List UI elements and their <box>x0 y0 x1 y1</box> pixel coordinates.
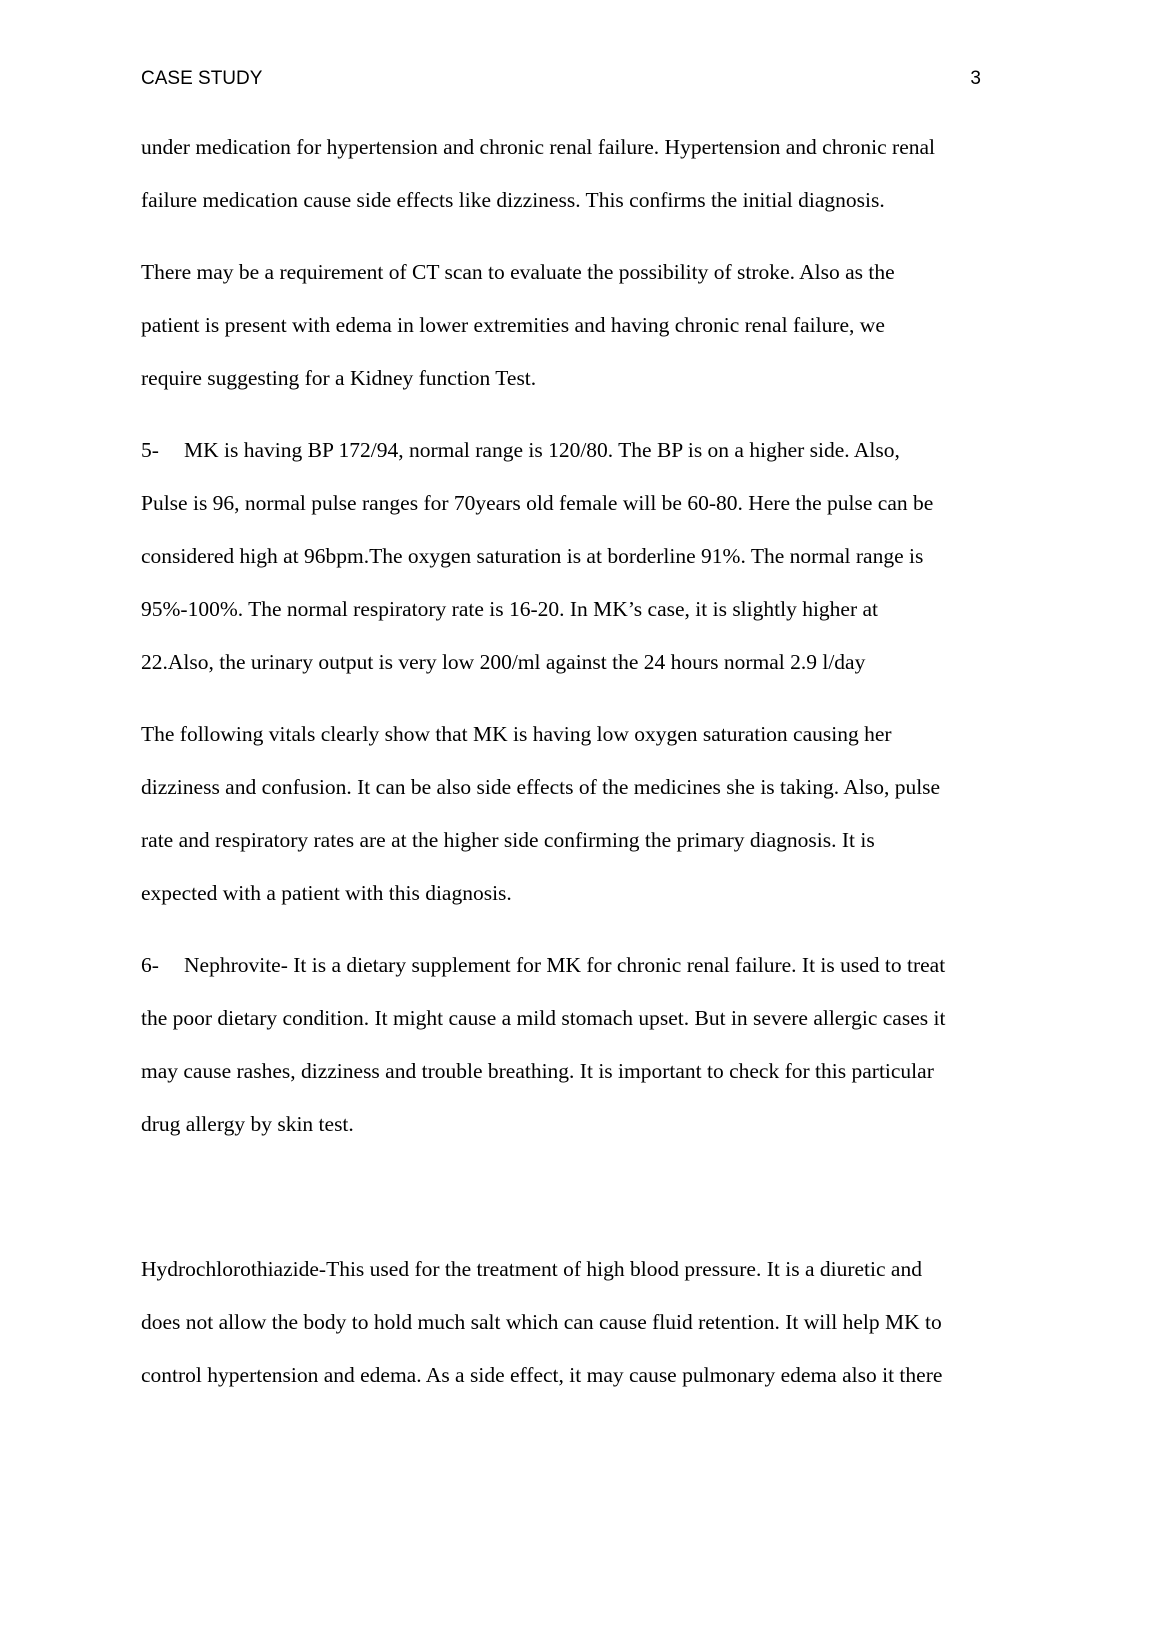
text-line: does not allow the body to hold much salt which can cause fluid retention. It will help MK to <box>141 1310 942 1334</box>
text-line: 95%-100%. The normal respiratory rate is 16-20. In MK’s case, it is slightly higher at <box>141 597 879 621</box>
list-number: 5- <box>141 438 159 462</box>
text-line: dizziness and confusion. It can be also side effects of the medicines she is taking. Also, pulse <box>141 775 941 799</box>
text-line: the poor dietary condition. It might cause a mild stomach upset. But in severe allergic cases it <box>141 1006 946 1030</box>
text-line: drug allergy by skin test. <box>141 1112 354 1136</box>
text-line: Pulse is 96, normal pulse ranges for 70years old female will be 60-80. Here the pulse can be <box>141 491 934 515</box>
text-line: may cause rashes, dizziness and trouble breathing. It is important to check for this particular <box>141 1059 934 1083</box>
text-line: under medication for hypertension and chronic renal failure. Hypertension and chronic renal <box>141 135 935 159</box>
text-line: failure medication cause side effects like dizziness. This confirms the initial diagnosis. <box>141 188 885 212</box>
text-line: patient is present with edema in lower extremities and having chronic renal failure, we <box>141 313 885 337</box>
text-line: control hypertension and edema. As a side effect, it may cause pulmonary edema also it there <box>141 1363 943 1387</box>
page-number: 3 <box>970 68 981 89</box>
text-line: 22.Also, the urinary output is very low 200/ml against the 24 hours normal 2.9 l/day <box>141 650 866 674</box>
text-line: There may be a requirement of CT scan to evaluate the possibility of stroke. Also as the <box>141 260 895 284</box>
list-item-5 <box>141 436 900 464</box>
text-line: MK is having BP 172/94, normal range is 120/80. The BP is on a higher side. Also, <box>184 438 900 462</box>
list-number: 6- <box>141 953 159 977</box>
page-header <box>141 68 981 98</box>
text-line: rate and respiratory rates are at the higher side confirming the primary diagnosis. It is <box>141 828 875 852</box>
text-line: considered high at 96bpm.The oxygen saturation is at borderline 91%. The normal range is <box>141 544 924 568</box>
text-line: expected with a patient with this diagnosis. <box>141 881 512 905</box>
text-line: Nephrovite- It is a dietary supplement for MK for chronic renal failure. It is used to treat <box>184 953 946 977</box>
running-head: CASE STUDY <box>141 68 263 89</box>
text-line: require suggesting for a Kidney function Test. <box>141 366 537 390</box>
text-line: Hydrochlorothiazide-This used for the treatment of high blood pressure. It is a diuretic and <box>141 1257 922 1281</box>
text-line: The following vitals clearly show that MK is having low oxygen saturation causing her <box>141 722 892 746</box>
list-item-6 <box>141 951 945 979</box>
